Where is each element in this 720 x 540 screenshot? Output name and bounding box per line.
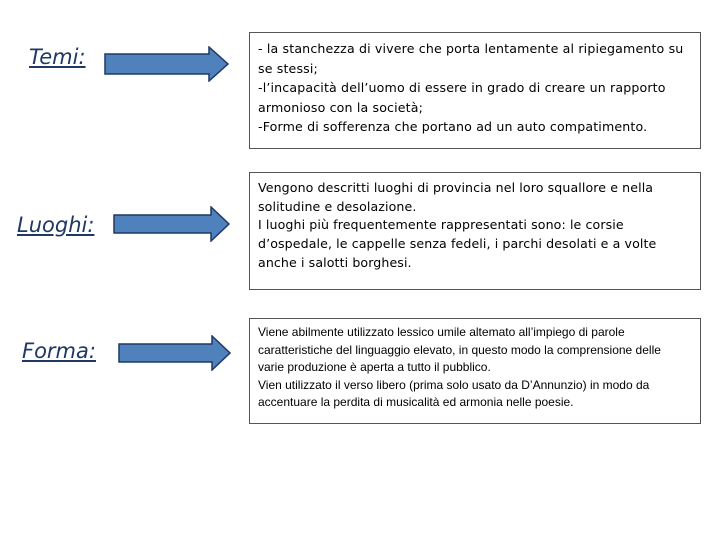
right-arrow-icon: [113, 206, 231, 242]
text-line: -l’incapacità dell’uomo di essere in grado di creare un rapporto: [258, 80, 666, 96]
text-line: -Forme di sofferenza che portano ad un auto compatimento.: [258, 119, 648, 135]
right-arrow-icon: [118, 335, 232, 371]
form-description-box: [249, 318, 701, 424]
label-temi: Temi:: [29, 45, 86, 69]
text-line: caratteristiche del linguaggio elevato, in questo modo la comprensione delle: [258, 342, 661, 357]
text-line: Vengono descritti luoghi di provincia nel loro squallore e nella: [258, 180, 654, 195]
places-description-box: [249, 172, 701, 290]
label-forma: Forma:: [22, 339, 96, 363]
text-line: accentuare la perdita di musicalità ed armonia nelle poesie.: [258, 395, 574, 409]
themes-description-box: [249, 32, 701, 149]
text-line: Viene abilmente utilizzato lessico umile altemato all’impiego di parole: [258, 325, 625, 339]
text-line: solitudine e desolazione.: [258, 198, 417, 214]
text-line: anche i salotti borghesi.: [258, 254, 412, 270]
right-arrow-icon: [104, 46, 230, 82]
text-line: d’ospedale, le cappelle senza fedeli, i parchi desolati e a volte: [258, 236, 657, 252]
text-line: - la stanchezza di vivere che porta lentamente al ripiegamento su: [258, 41, 684, 56]
text-line: varie produzione è aperta a tutto il pubblico.: [258, 360, 491, 374]
text-line: Vien utilizzato il verso libero (prima solo usato da D’Annunzio) in modo da: [258, 377, 650, 392]
text-line: armonioso con la società;: [258, 99, 424, 115]
label-luoghi: Luoghi:: [17, 213, 95, 237]
text-line: se stessi;: [258, 60, 318, 76]
text-line: I luoghi più frequentemente rappresentati sono: le corsie: [258, 217, 624, 233]
